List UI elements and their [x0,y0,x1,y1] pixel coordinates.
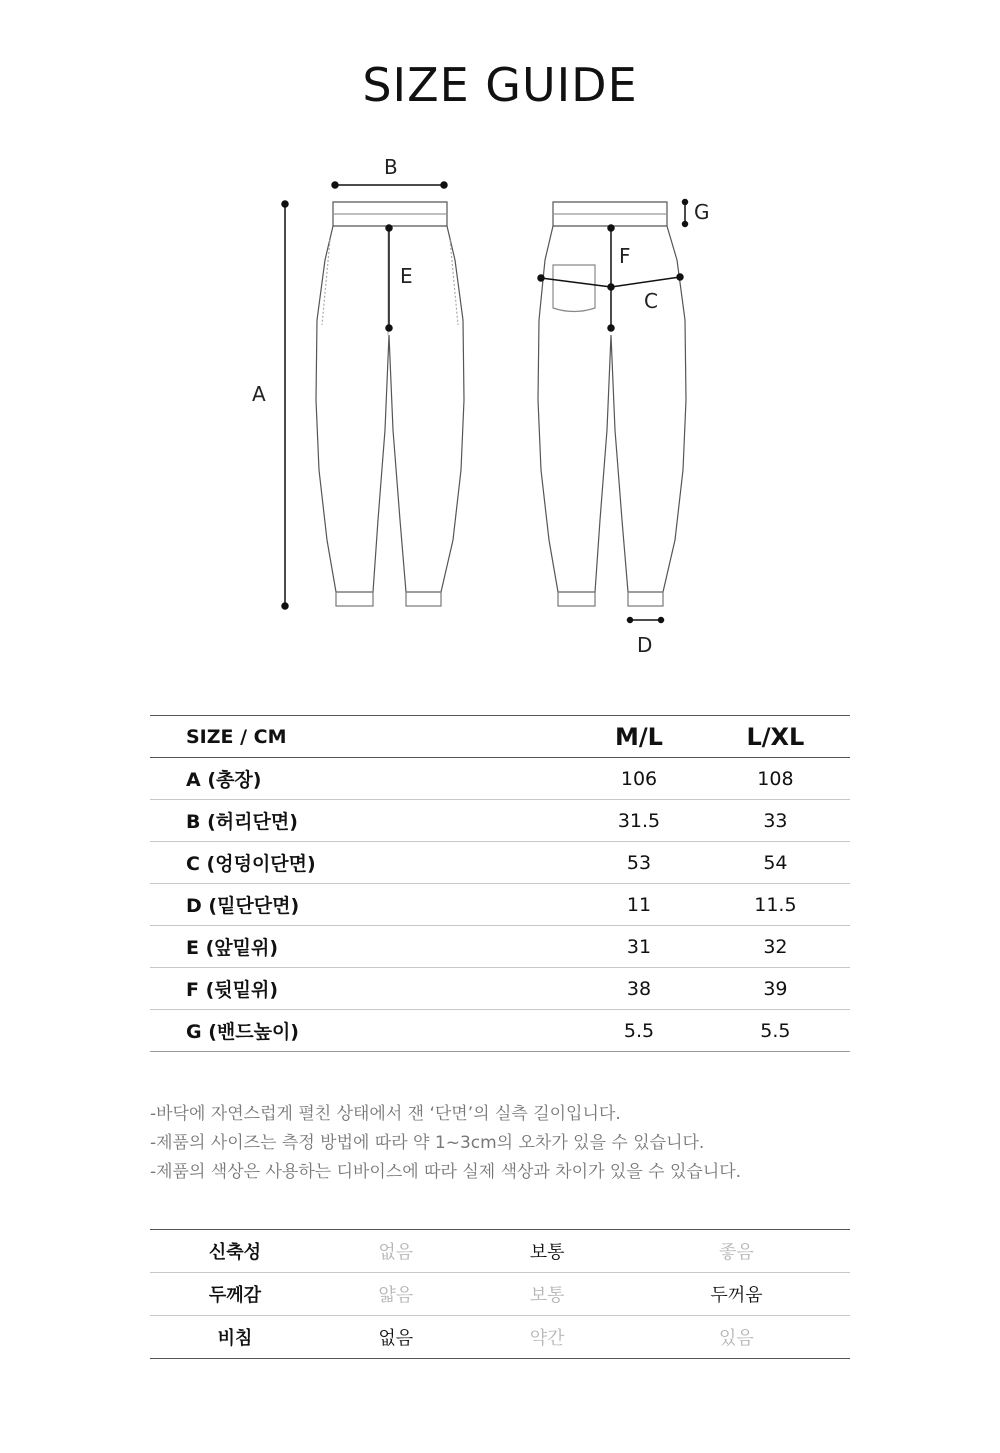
row-value: 5.5 [701,1010,850,1052]
fabric-option: 좋음 [623,1230,850,1273]
table-row [150,926,850,968]
row-label: G (밴드높이) [150,1010,577,1052]
row-value: 32 [701,926,850,968]
table-row [150,968,850,1010]
size-header-lxl: L/XL [701,716,850,758]
row-value: 31.5 [577,800,701,842]
row-value: 108 [701,758,850,800]
label-f: F [619,244,631,268]
size-unit-header: SIZE / CM [150,716,577,758]
label-a: A [252,382,266,406]
fabric-row-stretch [150,1230,850,1273]
back-pants-outline [538,202,686,592]
fabric-option: 없음 [320,1316,471,1359]
fabric-label: 신축성 [150,1230,320,1273]
table-row [150,800,850,842]
note-line: -제품의 색상은 사용하는 디바이스에 따라 실제 색상과 차이가 있을 수 있습니다. [150,1162,742,1182]
table-row [150,842,850,884]
row-label: A (총장) [150,758,577,800]
fabric-label: 두께감 [150,1273,320,1316]
fabric-option: 두꺼움 [623,1273,850,1316]
row-label: F (뒷밑위) [150,968,577,1010]
row-value: 11.5 [701,884,850,926]
row-label: C (엉덩이단면) [150,842,577,884]
row-value: 54 [701,842,850,884]
fabric-option: 없음 [320,1230,471,1273]
row-value: 39 [701,968,850,1010]
table-row [150,884,850,926]
size-table [150,715,850,1052]
row-value: 31 [577,926,701,968]
note-line: -제품의 사이즈는 측정 방법에 따라 약 1~3cm의 오차가 있을 수 있습니다. [150,1133,705,1153]
row-value: 38 [577,968,701,1010]
size-header-ml: M/L [577,716,701,758]
pants-measurement-diagram [0,140,1000,670]
fabric-option: 약간 [471,1316,622,1359]
label-c: C [644,289,658,313]
row-label: E (앞밑위) [150,926,577,968]
row-value: 106 [577,758,701,800]
label-e: E [400,264,413,288]
front-pants-outline [316,202,464,592]
row-value: 5.5 [577,1010,701,1052]
table-row [150,1010,850,1052]
row-label: B (허리단면) [150,800,577,842]
fabric-option: 있음 [623,1316,850,1359]
row-label: D (밑단단면) [150,884,577,926]
fabric-option: 얇음 [320,1273,471,1316]
size-table-header [150,716,850,758]
fabric-row-sheerness [150,1316,850,1359]
fabric-row-thickness [150,1273,850,1316]
row-value: 33 [701,800,850,842]
row-value: 11 [577,884,701,926]
fabric-option: 보통 [471,1273,622,1316]
fabric-properties-table [150,1229,850,1359]
label-b: B [384,155,398,179]
row-value: 53 [577,842,701,884]
label-g: G [694,200,710,224]
page-title: SIZE GUIDE [362,58,638,112]
note-line: -바닥에 자연스럽게 펼친 상태에서 잰 ‘단면’의 실측 길이입니다. [150,1104,621,1124]
fabric-option: 보통 [471,1230,622,1273]
measurement-notes [150,1100,850,1187]
fabric-label: 비침 [150,1316,320,1359]
table-row [150,758,850,800]
label-d: D [637,633,653,657]
